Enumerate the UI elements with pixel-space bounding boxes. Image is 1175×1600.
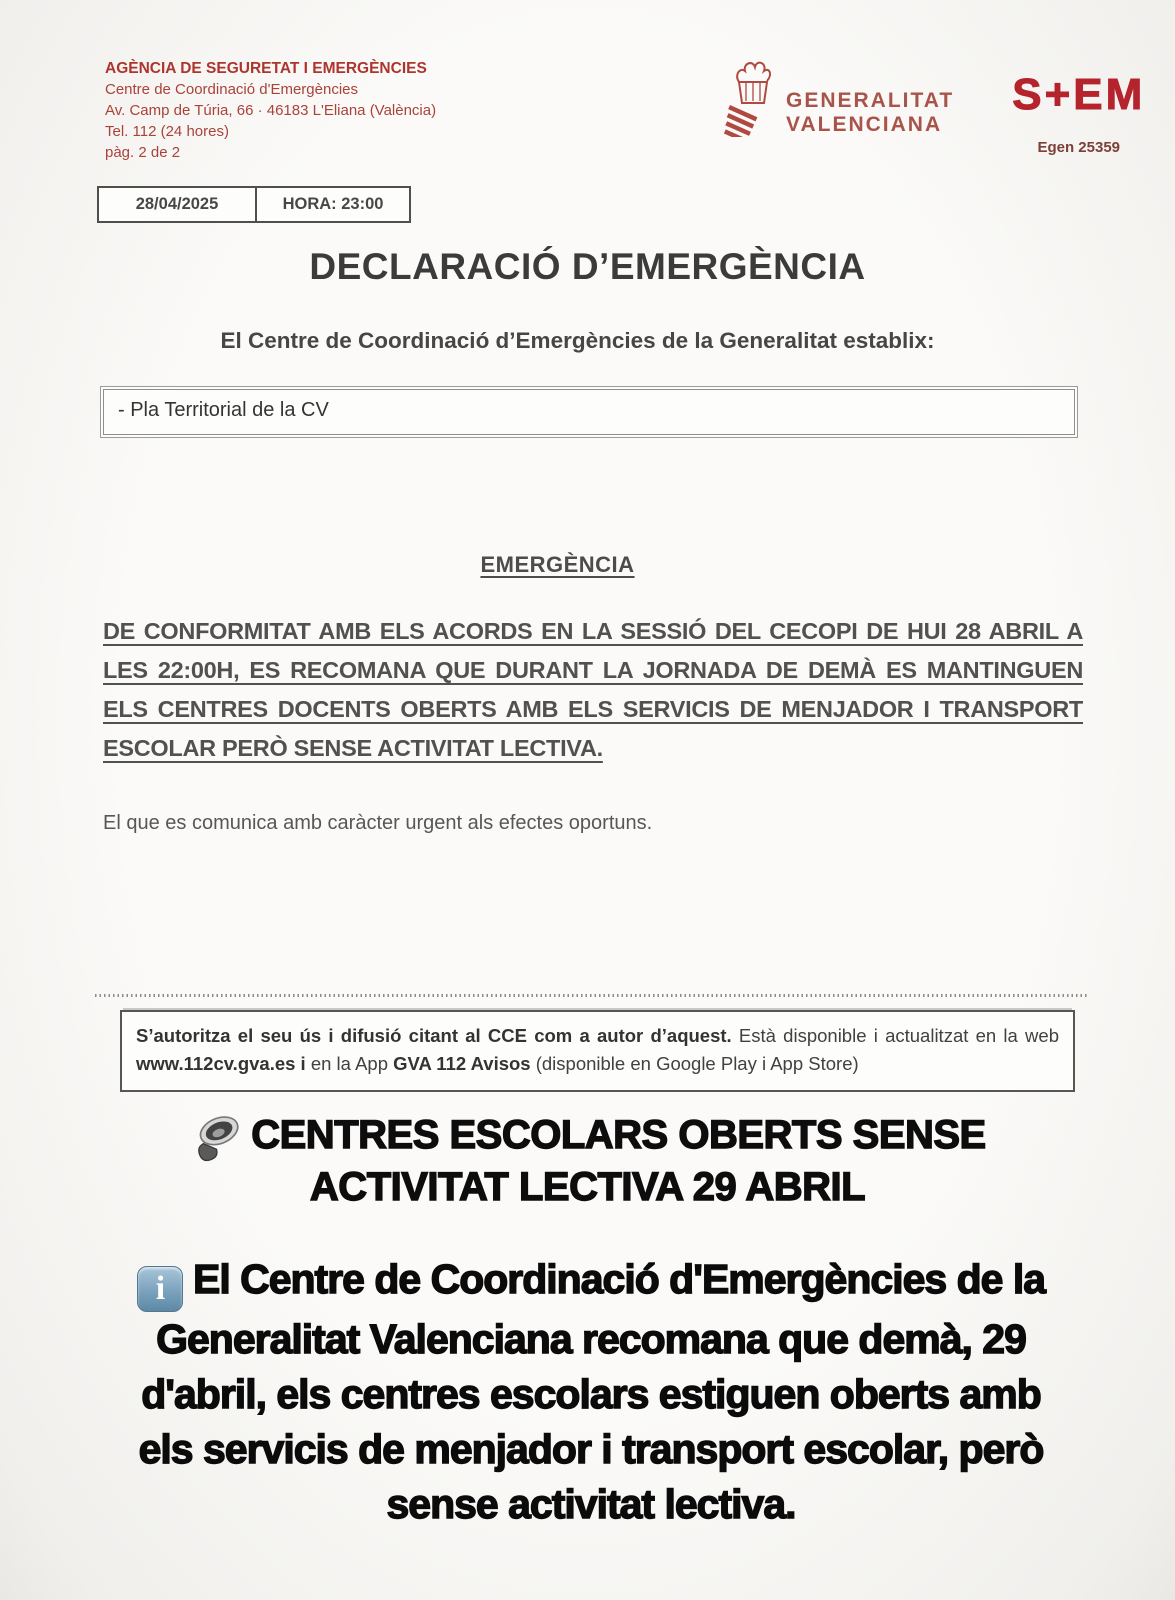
authorization-text: (disponible en Google Play i App Store) xyxy=(530,1053,859,1074)
closing-line: El que es comunica amb caràcter urgent als efectes oportuns. xyxy=(103,812,653,834)
sender-address-block xyxy=(105,58,436,163)
info-message-text: El Centre de Coordinació d'Emergències de la Generalitat Valenciana recomana que demà, 29 d'abril, els centres escolars estiguen oberts amb els servicis de menjador i transport escolar, però sense activitat lectiva. xyxy=(138,1256,1046,1527)
emergency-heading-wrap xyxy=(0,552,1115,578)
agency-name: AGÈNCIA DE SEGURETAT I EMERGÈNCIES xyxy=(105,60,427,77)
document-title: DECLARACIÓ D’EMERGÈNCIA xyxy=(309,246,866,287)
plan-box xyxy=(100,386,1078,438)
sender-line: Tel. 112 (24 hores) xyxy=(105,123,229,140)
brand-line: GENERALITAT xyxy=(786,88,955,112)
authorization-app-name: GVA 112 Avisos xyxy=(393,1053,531,1074)
sender-line: Centre de Coordinació d'Emergències xyxy=(105,81,359,98)
gva-emblem-icon xyxy=(722,55,778,142)
loudspeaker-icon xyxy=(189,1108,243,1162)
authorization-text: en la App xyxy=(305,1053,394,1074)
generalitat-wordmark xyxy=(786,89,954,137)
info-icon: i xyxy=(137,1266,183,1312)
sem-logo-block xyxy=(1012,70,1146,156)
info-paragraph xyxy=(112,1252,1070,1532)
emergency-heading: EMERGÈNCIA xyxy=(480,552,635,577)
sem-logo: S+EM xyxy=(1012,70,1146,119)
page-number: pàg. 2 de 2 xyxy=(105,144,181,161)
announcement-line1: CENTRES ESCOLARS OBERTS SENSE xyxy=(251,1113,986,1157)
sender-line: Av. Camp de Túria, 66 · 46183 L'Eliana (València) xyxy=(105,102,437,119)
date-time-table xyxy=(97,186,411,223)
generalitat-logo xyxy=(722,55,954,142)
announcement-line1-wrap xyxy=(0,1108,1175,1162)
announcement-line2: ACTIVITAT LECTIVA 29 ABRIL xyxy=(309,1165,866,1209)
announcement-heading xyxy=(0,1108,1175,1212)
document-subtitle: El Centre de Coordinació d’Emergències de la Generalitat establix: xyxy=(220,328,935,353)
header-logos xyxy=(722,55,1146,156)
plan-box-text: - Pla Territorial de la CV xyxy=(103,389,1075,435)
brand-line: VALENCIANA xyxy=(786,112,943,136)
date-cell: 28/04/2025 xyxy=(97,186,256,223)
egen-reference: Egen 25359 xyxy=(1037,139,1121,156)
authorization-text: Està disponible i actualitzat en la web xyxy=(731,1025,1059,1046)
dotted-divider xyxy=(95,994,1087,997)
emergency-body: DE CONFORMITAT AMB ELS ACORDS EN LA SESSIÓ DEL CECOPI DE HUI 28 ABRIL A LES 22:00H, ES RECOMANA QUE DURANT LA JORNADA DE DEMÀ ES MANTINGUEN ELS CENTRES DOCENTS OBERTS AMB ELS SERVICIS DE MENJADOR I TRANSPORT ESCOLAR PERÒ SENSE ACTIVITAT LECTIVA. xyxy=(103,618,1083,761)
authorization-bold-intro: S’autoritza el seu ús i difusió citant al CCE com a autor d’aquest. xyxy=(136,1025,732,1046)
authorization-web-url: www.112cv.gva.es i xyxy=(136,1053,306,1074)
time-cell: HORA: 23:00 xyxy=(256,186,411,223)
authorization-box xyxy=(120,1010,1075,1092)
